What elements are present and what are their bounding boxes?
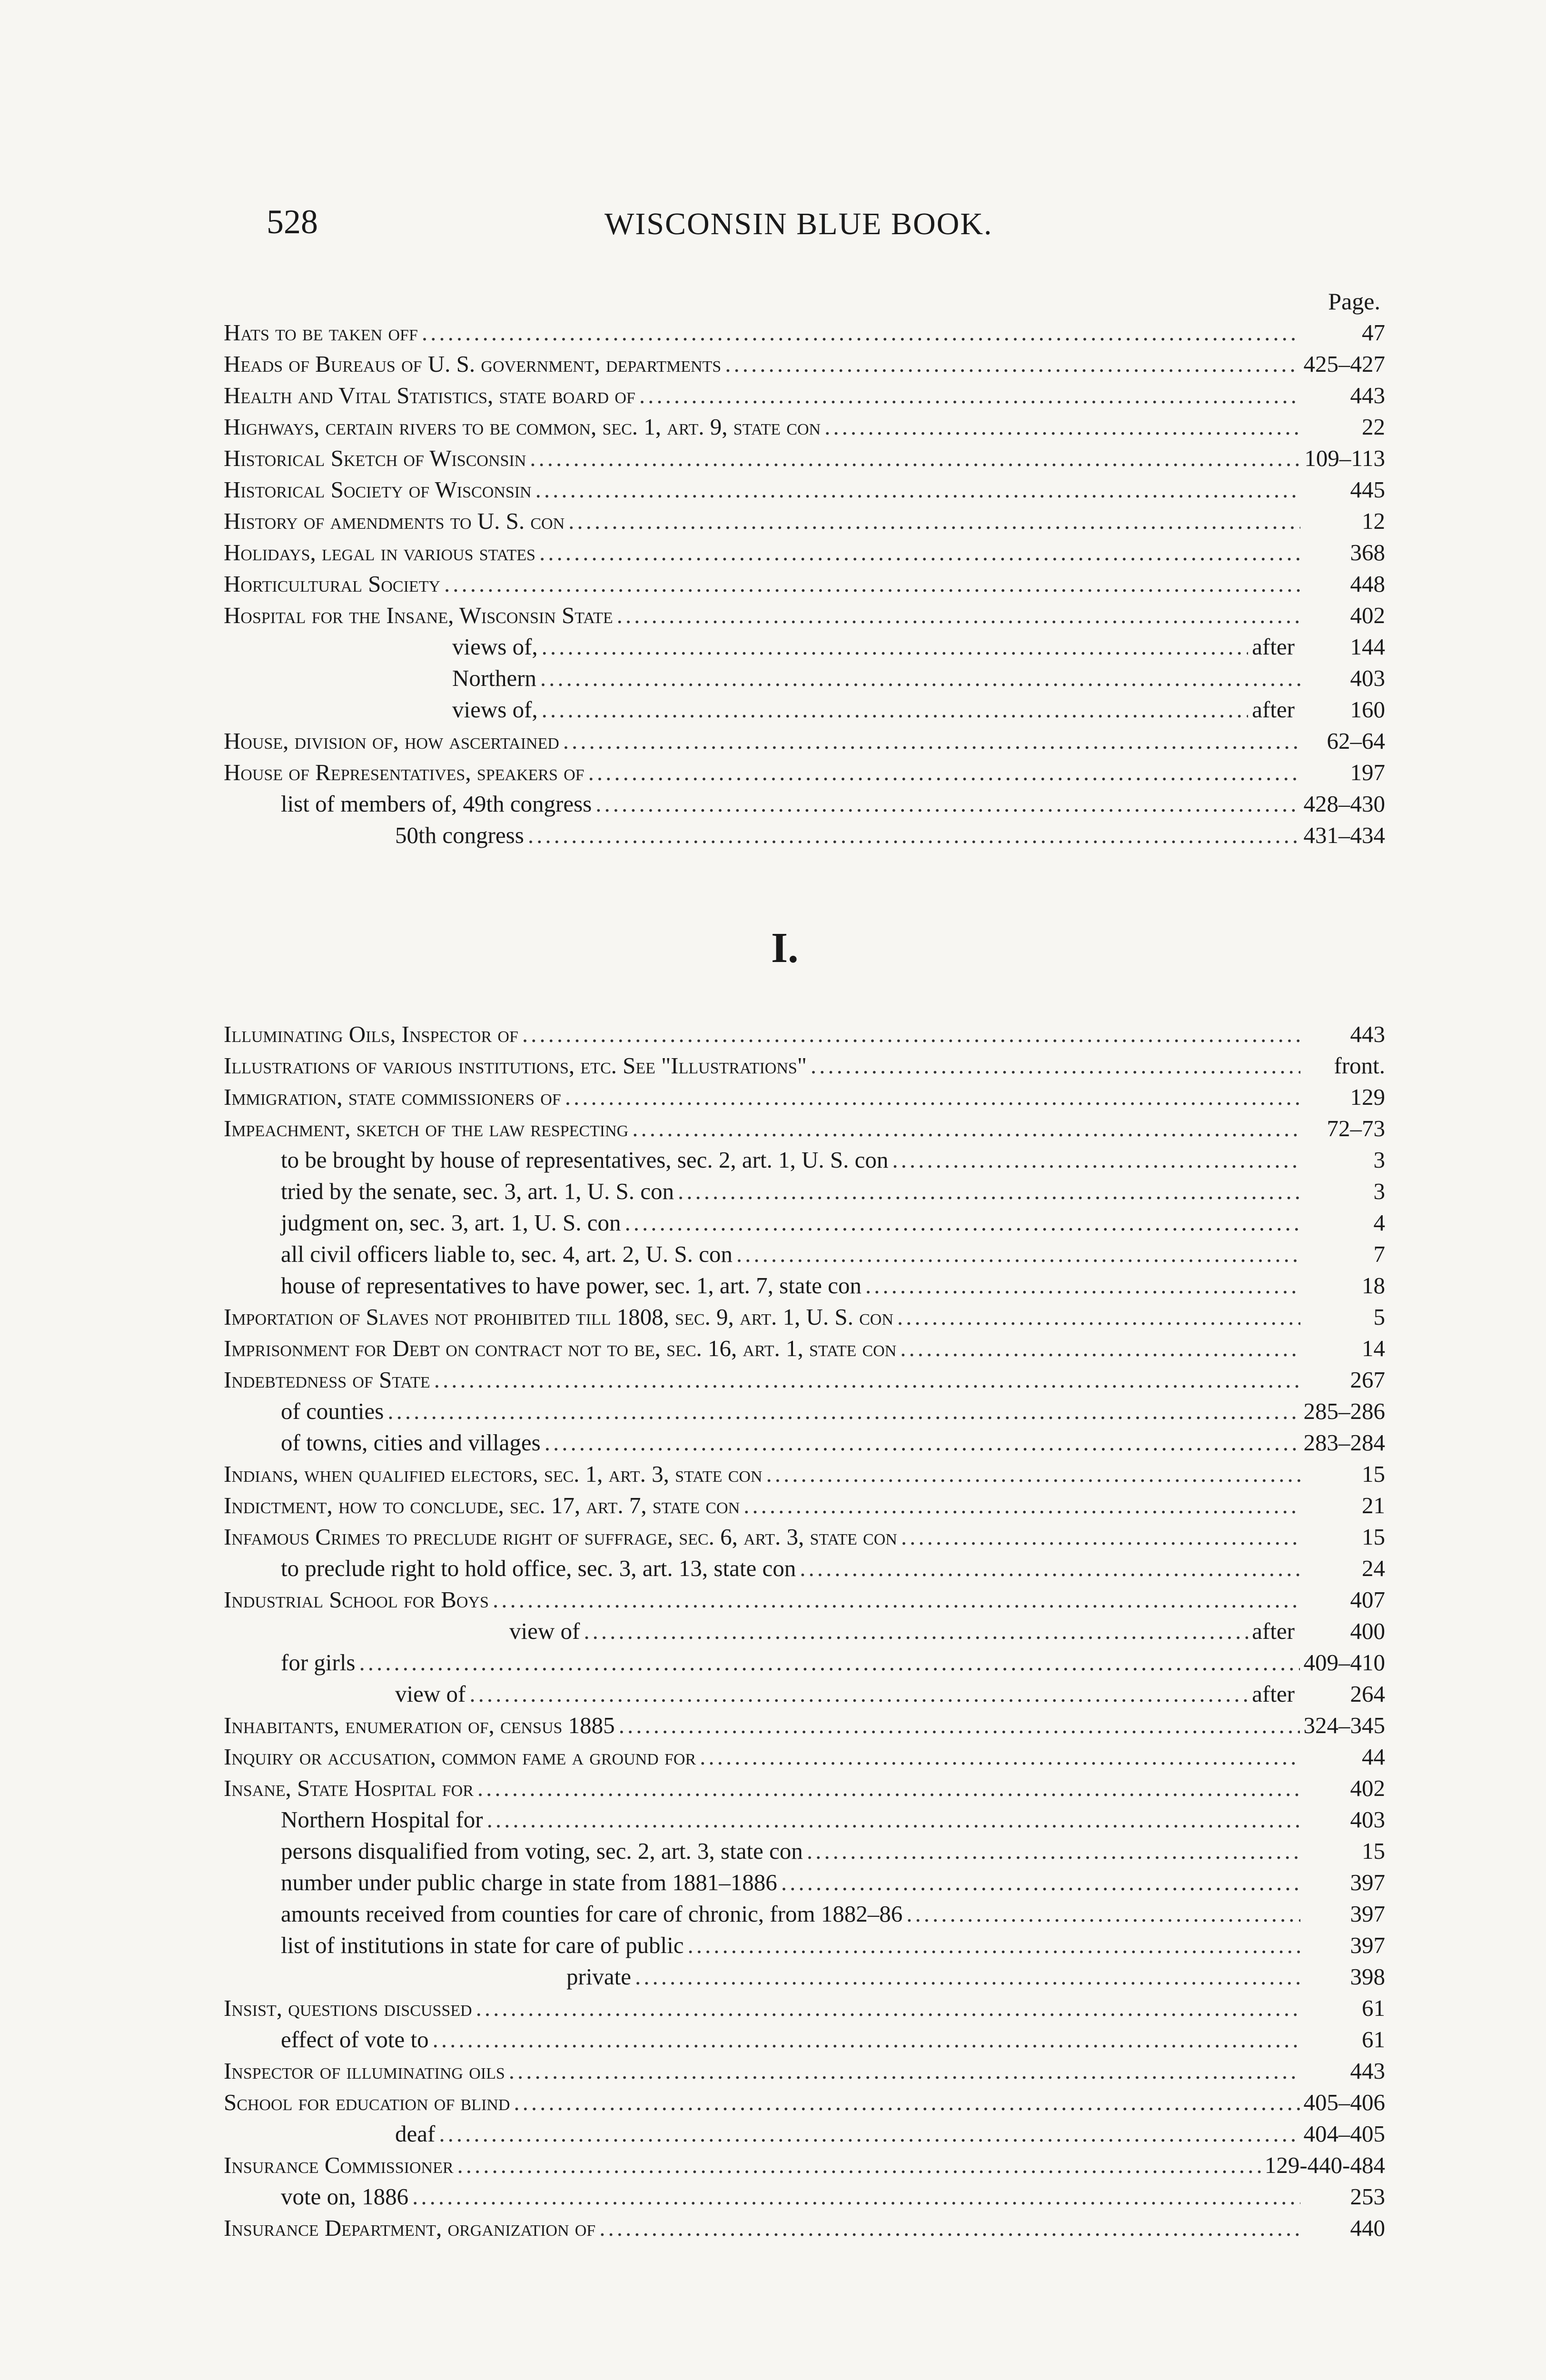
index-entry-text: views of, bbox=[452, 696, 538, 723]
index-entry-page: 129-440-484 bbox=[1264, 2152, 1385, 2178]
dot-leader bbox=[387, 1396, 1299, 1427]
index-entry bbox=[224, 1678, 1385, 1710]
index-entry-text: all civil officers liable to, sec. 4, art. 2, U. S. con bbox=[281, 1241, 733, 1267]
dot-leader bbox=[439, 2118, 1299, 2150]
index-entry-page: 197 bbox=[1350, 759, 1385, 785]
index-entry-text: private bbox=[566, 1964, 632, 1990]
index-entry bbox=[224, 2212, 1385, 2244]
dot-leader bbox=[736, 1239, 1300, 1270]
index-entry bbox=[224, 1835, 1385, 1867]
index-entry-page: 4 bbox=[1373, 1210, 1385, 1236]
index-entry-page: 443 bbox=[1350, 1021, 1385, 1047]
index-entry-after: after bbox=[1252, 696, 1295, 723]
index-entry bbox=[224, 1239, 1385, 1270]
index-entry-page: 402 bbox=[1350, 1775, 1385, 1801]
index-entry bbox=[224, 1741, 1385, 1773]
index-entry-page: 264 bbox=[1350, 1681, 1385, 1707]
index-entry-text: to be brought by house of representatives, sec. 2, art. 1, U. S. con bbox=[281, 1147, 889, 1173]
index-entry bbox=[224, 1930, 1385, 1961]
index-entry bbox=[224, 1458, 1385, 1490]
index-entry bbox=[224, 631, 1385, 663]
index-entry-page: 47 bbox=[1362, 319, 1385, 346]
dot-leader bbox=[678, 1176, 1300, 1207]
dot-leader bbox=[743, 1490, 1300, 1521]
index-entry-text: persons disqualified from voting, sec. 2, art. 3, state con bbox=[281, 1838, 803, 1864]
index-entry-text: Historical Society of Wisconsin bbox=[224, 476, 532, 503]
dot-leader bbox=[584, 1616, 1248, 1647]
index-entry-text: Horticultural Society bbox=[224, 571, 441, 597]
index-entry-page: 15 bbox=[1362, 1461, 1385, 1487]
dot-leader bbox=[514, 2087, 1299, 2118]
index-entry-page: 144 bbox=[1350, 634, 1385, 660]
index-entry-text: Inspector of illuminating oils bbox=[224, 2058, 505, 2084]
index-entry-text: Hospital for the Insane, Wisconsin State bbox=[224, 602, 613, 628]
index-entry bbox=[224, 1710, 1385, 1741]
index-entry-page: 15 bbox=[1362, 1524, 1385, 1550]
index-entry-text: Indians, when qualified electors, sec. 1, art. 3, state con bbox=[224, 1461, 763, 1487]
index-entry bbox=[224, 1144, 1385, 1176]
index-entry-page: 18 bbox=[1362, 1272, 1385, 1299]
index-entry bbox=[224, 1081, 1385, 1113]
index-entry-page: 402 bbox=[1350, 602, 1385, 628]
index-entry-text: amounts received from counties for care of chronic, from 1882–86 bbox=[281, 1901, 903, 1927]
index-entry-text: Highways, certain rivers to be common, sec. 1, art. 9, state con bbox=[224, 414, 821, 440]
dot-leader bbox=[444, 568, 1300, 600]
index-entry-page: 72–73 bbox=[1327, 1115, 1385, 1141]
index-entry-page: 61 bbox=[1362, 2026, 1385, 2053]
index-entry-page: front. bbox=[1334, 1052, 1385, 1079]
index-entry bbox=[224, 568, 1385, 600]
index-entry-after: after bbox=[1252, 1618, 1295, 1644]
index-entry-page: 397 bbox=[1350, 1901, 1385, 1927]
index-entry-page: 267 bbox=[1350, 1367, 1385, 1393]
index-entry bbox=[224, 1804, 1385, 1835]
index-entry-text: list of institutions in state for care of public bbox=[281, 1932, 684, 1958]
index-entry-text: effect of vote to bbox=[281, 2026, 429, 2053]
index-entry-text: view of bbox=[395, 1681, 466, 1707]
dot-leader bbox=[545, 1427, 1300, 1458]
index-entry-page: 428–430 bbox=[1303, 791, 1385, 817]
index-entry bbox=[224, 2087, 1385, 2118]
index-entry-page: 7 bbox=[1373, 1241, 1385, 1267]
index-entry-text: views of, bbox=[452, 634, 538, 660]
index-entry bbox=[224, 1427, 1385, 1458]
index-entry-text: House, division of, how ascertained bbox=[224, 728, 559, 754]
index-entry bbox=[224, 1270, 1385, 1301]
dot-leader bbox=[542, 694, 1249, 725]
index-entry-text: to preclude right to hold office, sec. 3, art. 13, state con bbox=[281, 1555, 796, 1581]
dot-leader bbox=[617, 600, 1300, 631]
index-entry-text: Imprisonment for Debt on contract not to be, sec. 16, art. 1, state con bbox=[224, 1335, 897, 1361]
dot-leader bbox=[781, 1867, 1300, 1898]
index-entry bbox=[224, 1898, 1385, 1930]
index-entry-text: Inquiry or accusation, common fame a ground for bbox=[224, 1744, 696, 1770]
index-entry-page: 397 bbox=[1350, 1932, 1385, 1958]
index-entry bbox=[224, 1773, 1385, 1804]
index-entry-text: Hats to be taken off bbox=[224, 319, 418, 346]
index-entry-text: Northern Hospital for bbox=[281, 1806, 483, 1833]
index-entry bbox=[224, 600, 1385, 631]
page-number: 528 bbox=[267, 203, 318, 241]
index-entry bbox=[224, 1490, 1385, 1521]
index-entry-page: 445 bbox=[1350, 476, 1385, 503]
index-entry bbox=[224, 2024, 1385, 2055]
index-entry-page: 160 bbox=[1350, 696, 1385, 723]
index-entry bbox=[224, 1176, 1385, 1207]
index-entry-page: 404–405 bbox=[1303, 2121, 1385, 2147]
index-entry bbox=[224, 474, 1385, 506]
index-entry-text: Insist, questions discussed bbox=[224, 1995, 472, 2021]
dot-leader bbox=[539, 537, 1300, 568]
index-entry-page: 440 bbox=[1350, 2215, 1385, 2241]
index-entry-page: 24 bbox=[1362, 1555, 1385, 1581]
dot-leader bbox=[568, 506, 1300, 537]
index-entry bbox=[224, 1301, 1385, 1333]
index-entry bbox=[224, 1647, 1385, 1678]
index-entry-text: Immigration, state commissioners of bbox=[224, 1084, 561, 1110]
index-entry-page: 443 bbox=[1350, 2058, 1385, 2084]
dot-leader bbox=[522, 1019, 1300, 1050]
index-entry bbox=[224, 348, 1385, 380]
dot-leader bbox=[800, 1553, 1300, 1584]
index-entry bbox=[224, 1207, 1385, 1239]
index-entry bbox=[224, 757, 1385, 788]
index-entry-page: 14 bbox=[1362, 1335, 1385, 1361]
index-entry-page: 283–284 bbox=[1303, 1429, 1385, 1456]
index-entry-page: 431–434 bbox=[1303, 822, 1385, 848]
dot-leader bbox=[624, 1207, 1300, 1239]
index-entry-page: 407 bbox=[1350, 1587, 1385, 1613]
index-entry bbox=[224, 1050, 1385, 1081]
index-entry-page: 44 bbox=[1362, 1744, 1385, 1770]
dot-leader bbox=[892, 1144, 1300, 1176]
index-entry bbox=[224, 2150, 1385, 2181]
index-entry-text: Heads of Bureaus of U. S. government, departments bbox=[224, 351, 722, 377]
index-entry-text: Illuminating Oils, Inspector of bbox=[224, 1021, 518, 1047]
index-entry-page: 12 bbox=[1362, 508, 1385, 534]
index-entry-page: 109–113 bbox=[1304, 445, 1385, 471]
index-entry-page: 448 bbox=[1350, 571, 1385, 597]
index-entry bbox=[224, 443, 1385, 474]
index-entry bbox=[224, 1333, 1385, 1364]
index-entry-page: 3 bbox=[1373, 1178, 1385, 1204]
index-entry-after: after bbox=[1252, 1681, 1295, 1707]
index-entry-page: 5 bbox=[1373, 1304, 1385, 1330]
page-header bbox=[267, 202, 1437, 255]
index-entry bbox=[224, 1364, 1385, 1396]
dot-leader bbox=[433, 2024, 1300, 2055]
index-entry bbox=[224, 1993, 1385, 2024]
dot-leader bbox=[639, 380, 1300, 411]
index-entry bbox=[224, 1521, 1385, 1553]
index-entry-text: 50th congress bbox=[395, 822, 524, 848]
index-entry-text: Insane, State Hospital for bbox=[224, 1775, 474, 1801]
index-entry bbox=[224, 1584, 1385, 1616]
index-entry-page: 285–286 bbox=[1303, 1398, 1385, 1424]
dot-leader bbox=[542, 631, 1249, 663]
dot-leader bbox=[535, 474, 1300, 506]
dot-leader bbox=[807, 1835, 1300, 1867]
index-entry bbox=[224, 694, 1385, 725]
index-entry-text: Indictment, how to conclude, sec. 17, art. 7, state con bbox=[224, 1492, 740, 1518]
index-entry-page: 400 bbox=[1350, 1618, 1385, 1644]
index-entry-text: view of bbox=[509, 1618, 580, 1644]
index-entry bbox=[224, 411, 1385, 443]
index-section-i bbox=[224, 1019, 1385, 2244]
index-entry bbox=[224, 1616, 1385, 1647]
index-entry-page: 403 bbox=[1350, 1806, 1385, 1833]
dot-leader bbox=[897, 1301, 1300, 1333]
dot-leader bbox=[509, 2055, 1300, 2087]
index-entry-text: School for education of blind bbox=[224, 2089, 510, 2115]
index-entry-text: judgment on, sec. 3, art. 1, U. S. con bbox=[281, 1210, 621, 1236]
index-entry-page: 368 bbox=[1350, 539, 1385, 565]
index-entry-text: Infamous Crimes to preclude right of suffrage, sec. 6, art. 3, state con bbox=[224, 1524, 897, 1550]
index-entry-text: History of amendments to U. S. con bbox=[224, 508, 565, 534]
index-entry-page: 253 bbox=[1350, 2183, 1385, 2210]
index-entry-page: 324–345 bbox=[1303, 1712, 1385, 1738]
dot-leader bbox=[565, 1081, 1300, 1113]
index-entry-text: Insurance Commissioner bbox=[224, 2152, 454, 2178]
index-entry bbox=[224, 1867, 1385, 1898]
index-entry-text: deaf bbox=[395, 2121, 436, 2147]
index-entry-text: Inhabitants, enumeration of, census 1885 bbox=[224, 1712, 615, 1738]
dot-leader bbox=[906, 1898, 1300, 1930]
index-entry bbox=[224, 1553, 1385, 1584]
index-entry bbox=[224, 2118, 1385, 2150]
index-section-h bbox=[224, 286, 1385, 851]
dot-leader bbox=[900, 1333, 1300, 1364]
dot-leader bbox=[422, 317, 1300, 348]
index-entry-text: Northern bbox=[452, 665, 536, 691]
index-entry-text: house of representatives to have power, sec. 1, art. 7, state con bbox=[281, 1272, 862, 1299]
index-entry bbox=[224, 506, 1385, 537]
index-entry-page: 129 bbox=[1350, 1084, 1385, 1110]
index-entry-page: 425–427 bbox=[1303, 351, 1385, 377]
section-letter-heading: I. bbox=[771, 924, 799, 972]
index-entry-text: number under public charge in state from 1881–1886 bbox=[281, 1869, 777, 1895]
index-entry-text: tried by the senate, sec. 3, art. 1, U. S. con bbox=[281, 1178, 674, 1204]
index-entry bbox=[224, 820, 1385, 851]
dot-leader bbox=[457, 2150, 1261, 2181]
index-entry-text: Industrial School for Boys bbox=[224, 1587, 489, 1613]
running-title: WISCONSIN BLUE BOOK. bbox=[605, 207, 993, 241]
index-entry bbox=[224, 317, 1385, 348]
dot-leader bbox=[901, 1521, 1300, 1553]
index-entry bbox=[224, 1396, 1385, 1427]
dot-leader bbox=[824, 411, 1300, 443]
dot-leader bbox=[359, 1647, 1300, 1678]
index-entry bbox=[224, 2181, 1385, 2212]
index-entry-page: 405–406 bbox=[1303, 2089, 1385, 2115]
dot-leader bbox=[528, 820, 1300, 851]
dot-leader bbox=[865, 1270, 1300, 1301]
dot-leader bbox=[811, 1050, 1300, 1081]
index-entry-page: 15 bbox=[1362, 1838, 1385, 1864]
index-entry-page: 62–64 bbox=[1327, 728, 1385, 754]
dot-leader bbox=[599, 2212, 1300, 2244]
index-entry bbox=[224, 663, 1385, 694]
index-entry-text: for girls bbox=[281, 1649, 356, 1676]
index-entry-text: Insurance Department, organization of bbox=[224, 2215, 596, 2241]
dot-leader bbox=[469, 1678, 1248, 1710]
dot-leader bbox=[476, 1993, 1300, 2024]
dot-leader bbox=[700, 1741, 1300, 1773]
index-entry-text: Holidays, legal in various states bbox=[224, 539, 535, 565]
dot-leader bbox=[619, 1710, 1300, 1741]
index-entry-text: Indebtedness of State bbox=[224, 1367, 430, 1393]
dot-leader bbox=[540, 663, 1300, 694]
index-entry-page: 398 bbox=[1350, 1964, 1385, 1990]
dot-leader bbox=[487, 1804, 1300, 1835]
index-entry-after: after bbox=[1252, 634, 1295, 660]
index-entry-text: House of Representatives, speakers of bbox=[224, 759, 585, 785]
dot-leader bbox=[563, 725, 1300, 757]
index-entry-text: of counties bbox=[281, 1398, 384, 1424]
dot-leader bbox=[632, 1113, 1300, 1144]
index-entry-page: 397 bbox=[1350, 1869, 1385, 1895]
index-entry-page: 409–410 bbox=[1303, 1649, 1385, 1676]
index-entry-text: vote on, 1886 bbox=[281, 2183, 409, 2210]
index-entry bbox=[224, 1961, 1385, 1993]
dot-leader bbox=[595, 788, 1299, 820]
index-entry-page: 21 bbox=[1362, 1492, 1385, 1518]
dot-leader bbox=[530, 443, 1300, 474]
index-entry bbox=[224, 1113, 1385, 1144]
dot-leader bbox=[588, 757, 1300, 788]
index-entry-page: 3 bbox=[1373, 1147, 1385, 1173]
dot-leader bbox=[687, 1930, 1300, 1961]
dot-leader bbox=[477, 1773, 1300, 1804]
index-entry-page: 443 bbox=[1350, 382, 1385, 408]
dot-leader bbox=[493, 1584, 1300, 1616]
index-entry bbox=[224, 380, 1385, 411]
index-entry bbox=[224, 788, 1385, 820]
index-entry-text: Impeachment, sketch of the law respecting bbox=[224, 1115, 629, 1141]
index-entry-text: Health and Vital Statistics, state board of bbox=[224, 382, 635, 408]
index-entry-text: of towns, cities and villages bbox=[281, 1429, 541, 1456]
dot-leader bbox=[412, 2181, 1300, 2212]
index-entry-page: 403 bbox=[1350, 665, 1385, 691]
page-column-label: Page. bbox=[1328, 288, 1380, 315]
index-entry-text: Importation of Slaves not prohibited till 1808, sec. 9, art. 1, U. S. con bbox=[224, 1304, 893, 1330]
dot-leader bbox=[635, 1961, 1300, 1993]
index-entry bbox=[224, 1019, 1385, 1050]
index-entry bbox=[224, 2055, 1385, 2087]
index-entry-text: Illustrations of various institutions, etc. See "Illustrations" bbox=[224, 1052, 807, 1079]
index-entry bbox=[224, 537, 1385, 568]
index-entry-text: Historical Sketch of Wisconsin bbox=[224, 445, 526, 471]
dot-leader bbox=[434, 1364, 1300, 1396]
dot-leader bbox=[766, 1458, 1300, 1490]
index-entry-page: 61 bbox=[1362, 1995, 1385, 2021]
index-entry-page: 22 bbox=[1362, 414, 1385, 440]
index-entry bbox=[224, 725, 1385, 757]
dot-leader bbox=[725, 348, 1299, 380]
index-entry-text: list of members of, 49th congress bbox=[281, 791, 592, 817]
